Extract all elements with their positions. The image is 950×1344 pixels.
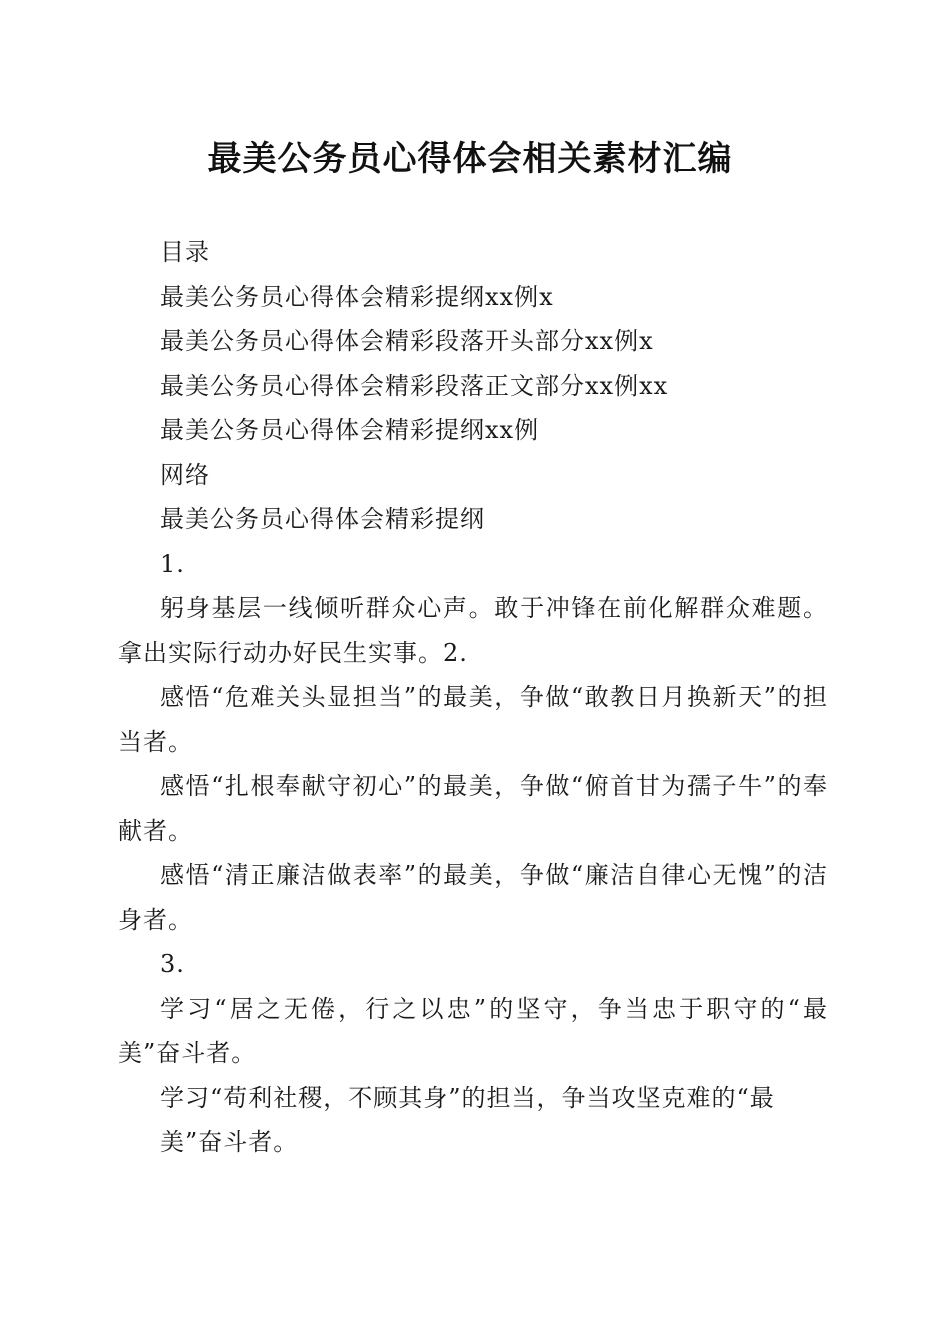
section-heading: 最美公务员心得体会精彩提纲 — [160, 505, 485, 533]
item-number: 3. — [160, 950, 185, 978]
body-paragraph: 感悟“扎根奉献守初心”的最美，争做“俯首甘为孺子牛”的奉献者。 — [118, 772, 828, 845]
body-paragraph: 美”奋斗者。 — [160, 1128, 299, 1156]
body-paragraph: 学习“居之无倦，行之以忠”的坚守，争当忠于职守的“最美”奋斗者。 — [118, 994, 828, 1067]
body-paragraph: 感悟“危难关头显担当”的最美，争做“敢教日月换新天”的担当者。 — [118, 683, 828, 756]
toc-item: 最美公务员心得体会精彩段落开头部分xx例x — [160, 327, 654, 355]
toc-item: 最美公务员心得体会精彩提纲xx例 — [160, 416, 540, 444]
body-paragraph: 感悟“清正廉洁做表率”的最美，争做“廉洁自律心无愧”的洁身者。 — [118, 861, 828, 934]
toc-item: 最美公务员心得体会精彩提纲xx例x — [160, 282, 554, 311]
document-title: 最美公务员心得体会相关素材汇编 — [207, 139, 733, 179]
body-paragraph: 学习“苟利社稷，不顾其身”的担当，争当攻坚克难的“最 — [160, 1083, 775, 1112]
toc-heading: 目录 — [160, 238, 210, 266]
toc-item: 最美公务员心得体会精彩段落正文部分xx例xx — [160, 371, 669, 400]
source-label: 网络 — [160, 460, 210, 489]
item-number: 1. — [160, 549, 185, 578]
body-paragraph: 躬身基层一线倾听群众心声。敢于冲锋在前化解群众难题。拿出实际行动办好民生实事。2. — [118, 594, 828, 667]
document-body — [118, 230, 828, 1165]
